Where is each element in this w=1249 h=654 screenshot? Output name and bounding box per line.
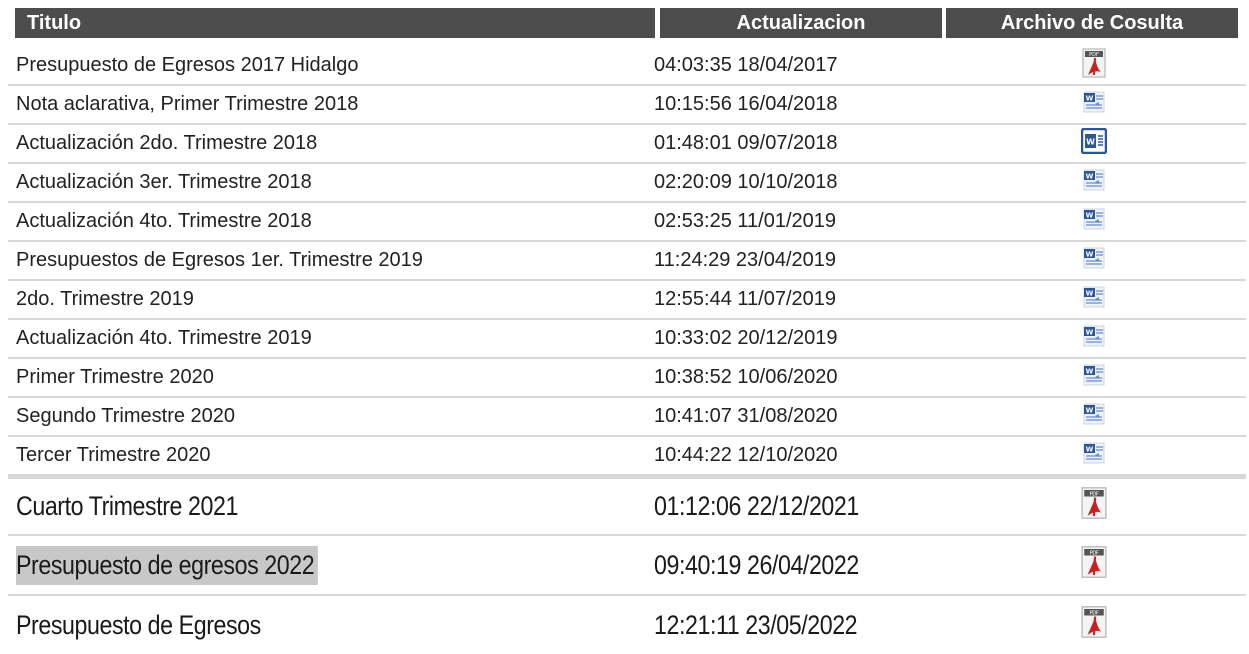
- row-updated: 10:41:07 31/08/2020: [654, 405, 838, 427]
- word-doc-icon[interactable]: [1082, 285, 1106, 315]
- row-updated: 12:21:11 23/05/2022: [654, 609, 858, 640]
- table-row: [8, 203, 1246, 242]
- row-title: Tercer Trimestre 2020: [16, 444, 211, 466]
- row-file: [948, 281, 1240, 318]
- table-row: [8, 47, 1246, 86]
- svg-text:W: W: [1086, 137, 1095, 146]
- row-updated: 02:20:09 10/10/2018: [654, 171, 838, 193]
- table-row: [8, 320, 1246, 359]
- row-updated: 09:40:19 26/04/2022: [654, 549, 859, 580]
- word-icon[interactable]: [1081, 128, 1107, 160]
- row-title: Cuarto Trimestre 2021: [16, 491, 238, 521]
- word-doc-icon[interactable]: [1082, 168, 1106, 198]
- row-file: [948, 125, 1240, 162]
- svg-text:W: W: [1085, 250, 1094, 258]
- svg-text:PDF: PDF: [1089, 51, 1099, 58]
- row-title: Presupuesto de Egresos: [16, 609, 261, 640]
- row-title: 2do. Trimestre 2019: [16, 288, 194, 310]
- row-title: Primer Trimestre 2020: [16, 366, 214, 388]
- table-row: [8, 437, 1246, 476]
- table-row: [8, 359, 1246, 398]
- row-updated: 11:24:29 23/04/2019: [654, 249, 837, 271]
- table-row: [8, 596, 1246, 654]
- row-file: [948, 320, 1240, 357]
- word-doc-icon[interactable]: [1082, 441, 1106, 471]
- table-row: [8, 281, 1246, 320]
- table-row: [8, 125, 1246, 164]
- row-updated: 12:55:44 11/07/2019: [654, 288, 837, 310]
- row-title: Presupuestos de Egresos 1er. Trimestre 2019: [16, 249, 423, 271]
- row-file: [948, 203, 1240, 240]
- header-file: Archivo de Cosulta: [946, 8, 1238, 38]
- svg-text:PDF: PDF: [1089, 609, 1099, 616]
- svg-text:W: W: [1085, 406, 1094, 414]
- pdf-icon[interactable]: [1081, 486, 1107, 527]
- table-row: [8, 398, 1246, 437]
- row-updated: 01:48:01 09/07/2018: [654, 132, 838, 154]
- row-file: [948, 536, 1240, 594]
- row-file: [948, 86, 1240, 123]
- table-row: [8, 536, 1246, 596]
- row-title: Actualización 4to. Trimestre 2019: [16, 327, 312, 349]
- row-file: [948, 359, 1240, 396]
- svg-text:W: W: [1085, 328, 1094, 336]
- row-title: Segundo Trimestre 2020: [16, 405, 236, 427]
- row-updated: 04:03:35 18/04/2017: [654, 54, 838, 76]
- row-updated: 10:38:52 10/06/2020: [654, 366, 838, 388]
- svg-text:W: W: [1085, 445, 1094, 453]
- row-file: [948, 479, 1240, 534]
- table-row: [8, 242, 1246, 281]
- row-updated: 02:53:25 11/01/2019: [654, 210, 837, 232]
- row-updated: 10:44:22 12/10/2020: [654, 444, 838, 466]
- row-updated: 10:15:56 16/04/2018: [654, 93, 838, 115]
- header-updated: Actualizacion: [660, 8, 942, 38]
- pdf-icon[interactable]: [1081, 605, 1107, 646]
- svg-text:W: W: [1085, 211, 1094, 219]
- row-updated: 01:12:06 22/12/2021: [654, 491, 859, 521]
- word-doc-icon[interactable]: [1082, 90, 1106, 120]
- word-doc-icon[interactable]: [1082, 324, 1106, 354]
- row-file: [948, 164, 1240, 201]
- svg-text:W: W: [1085, 172, 1094, 180]
- table-row: [8, 86, 1246, 125]
- word-doc-icon[interactable]: [1082, 207, 1106, 237]
- table-header: [0, 0, 1249, 40]
- row-title: Presupuesto de Egresos 2017 Hidalgo: [16, 54, 359, 76]
- documents-table: [8, 47, 1246, 654]
- row-title: Actualización 2do. Trimestre 2018: [16, 132, 318, 154]
- pdf-icon[interactable]: [1081, 545, 1107, 586]
- word-doc-icon[interactable]: [1082, 363, 1106, 393]
- svg-text:W: W: [1085, 367, 1094, 375]
- row-file: [948, 242, 1240, 279]
- table-row: [8, 164, 1246, 203]
- row-file: [948, 47, 1240, 84]
- header-title: Titulo: [15, 8, 655, 38]
- word-doc-icon[interactable]: [1082, 246, 1106, 276]
- row-title: Actualización 4to. Trimestre 2018: [16, 210, 312, 232]
- row-file: [948, 398, 1240, 435]
- svg-text:PDF: PDF: [1089, 491, 1099, 498]
- word-doc-icon[interactable]: [1082, 402, 1106, 432]
- row-file: [948, 437, 1240, 474]
- row-title: Actualización 3er. Trimestre 2018: [16, 171, 312, 193]
- svg-text:W: W: [1085, 289, 1094, 297]
- row-file: [948, 596, 1240, 654]
- svg-text:W: W: [1085, 94, 1094, 102]
- row-updated: 10:33:02 20/12/2019: [654, 327, 838, 349]
- row-title: Nota aclarativa, Primer Trimestre 2018: [16, 93, 359, 115]
- table-row: [8, 476, 1246, 536]
- svg-text:PDF: PDF: [1089, 549, 1099, 556]
- pdf-icon[interactable]: [1082, 48, 1106, 84]
- row-title: Presupuesto de egresos 2022: [16, 536, 646, 594]
